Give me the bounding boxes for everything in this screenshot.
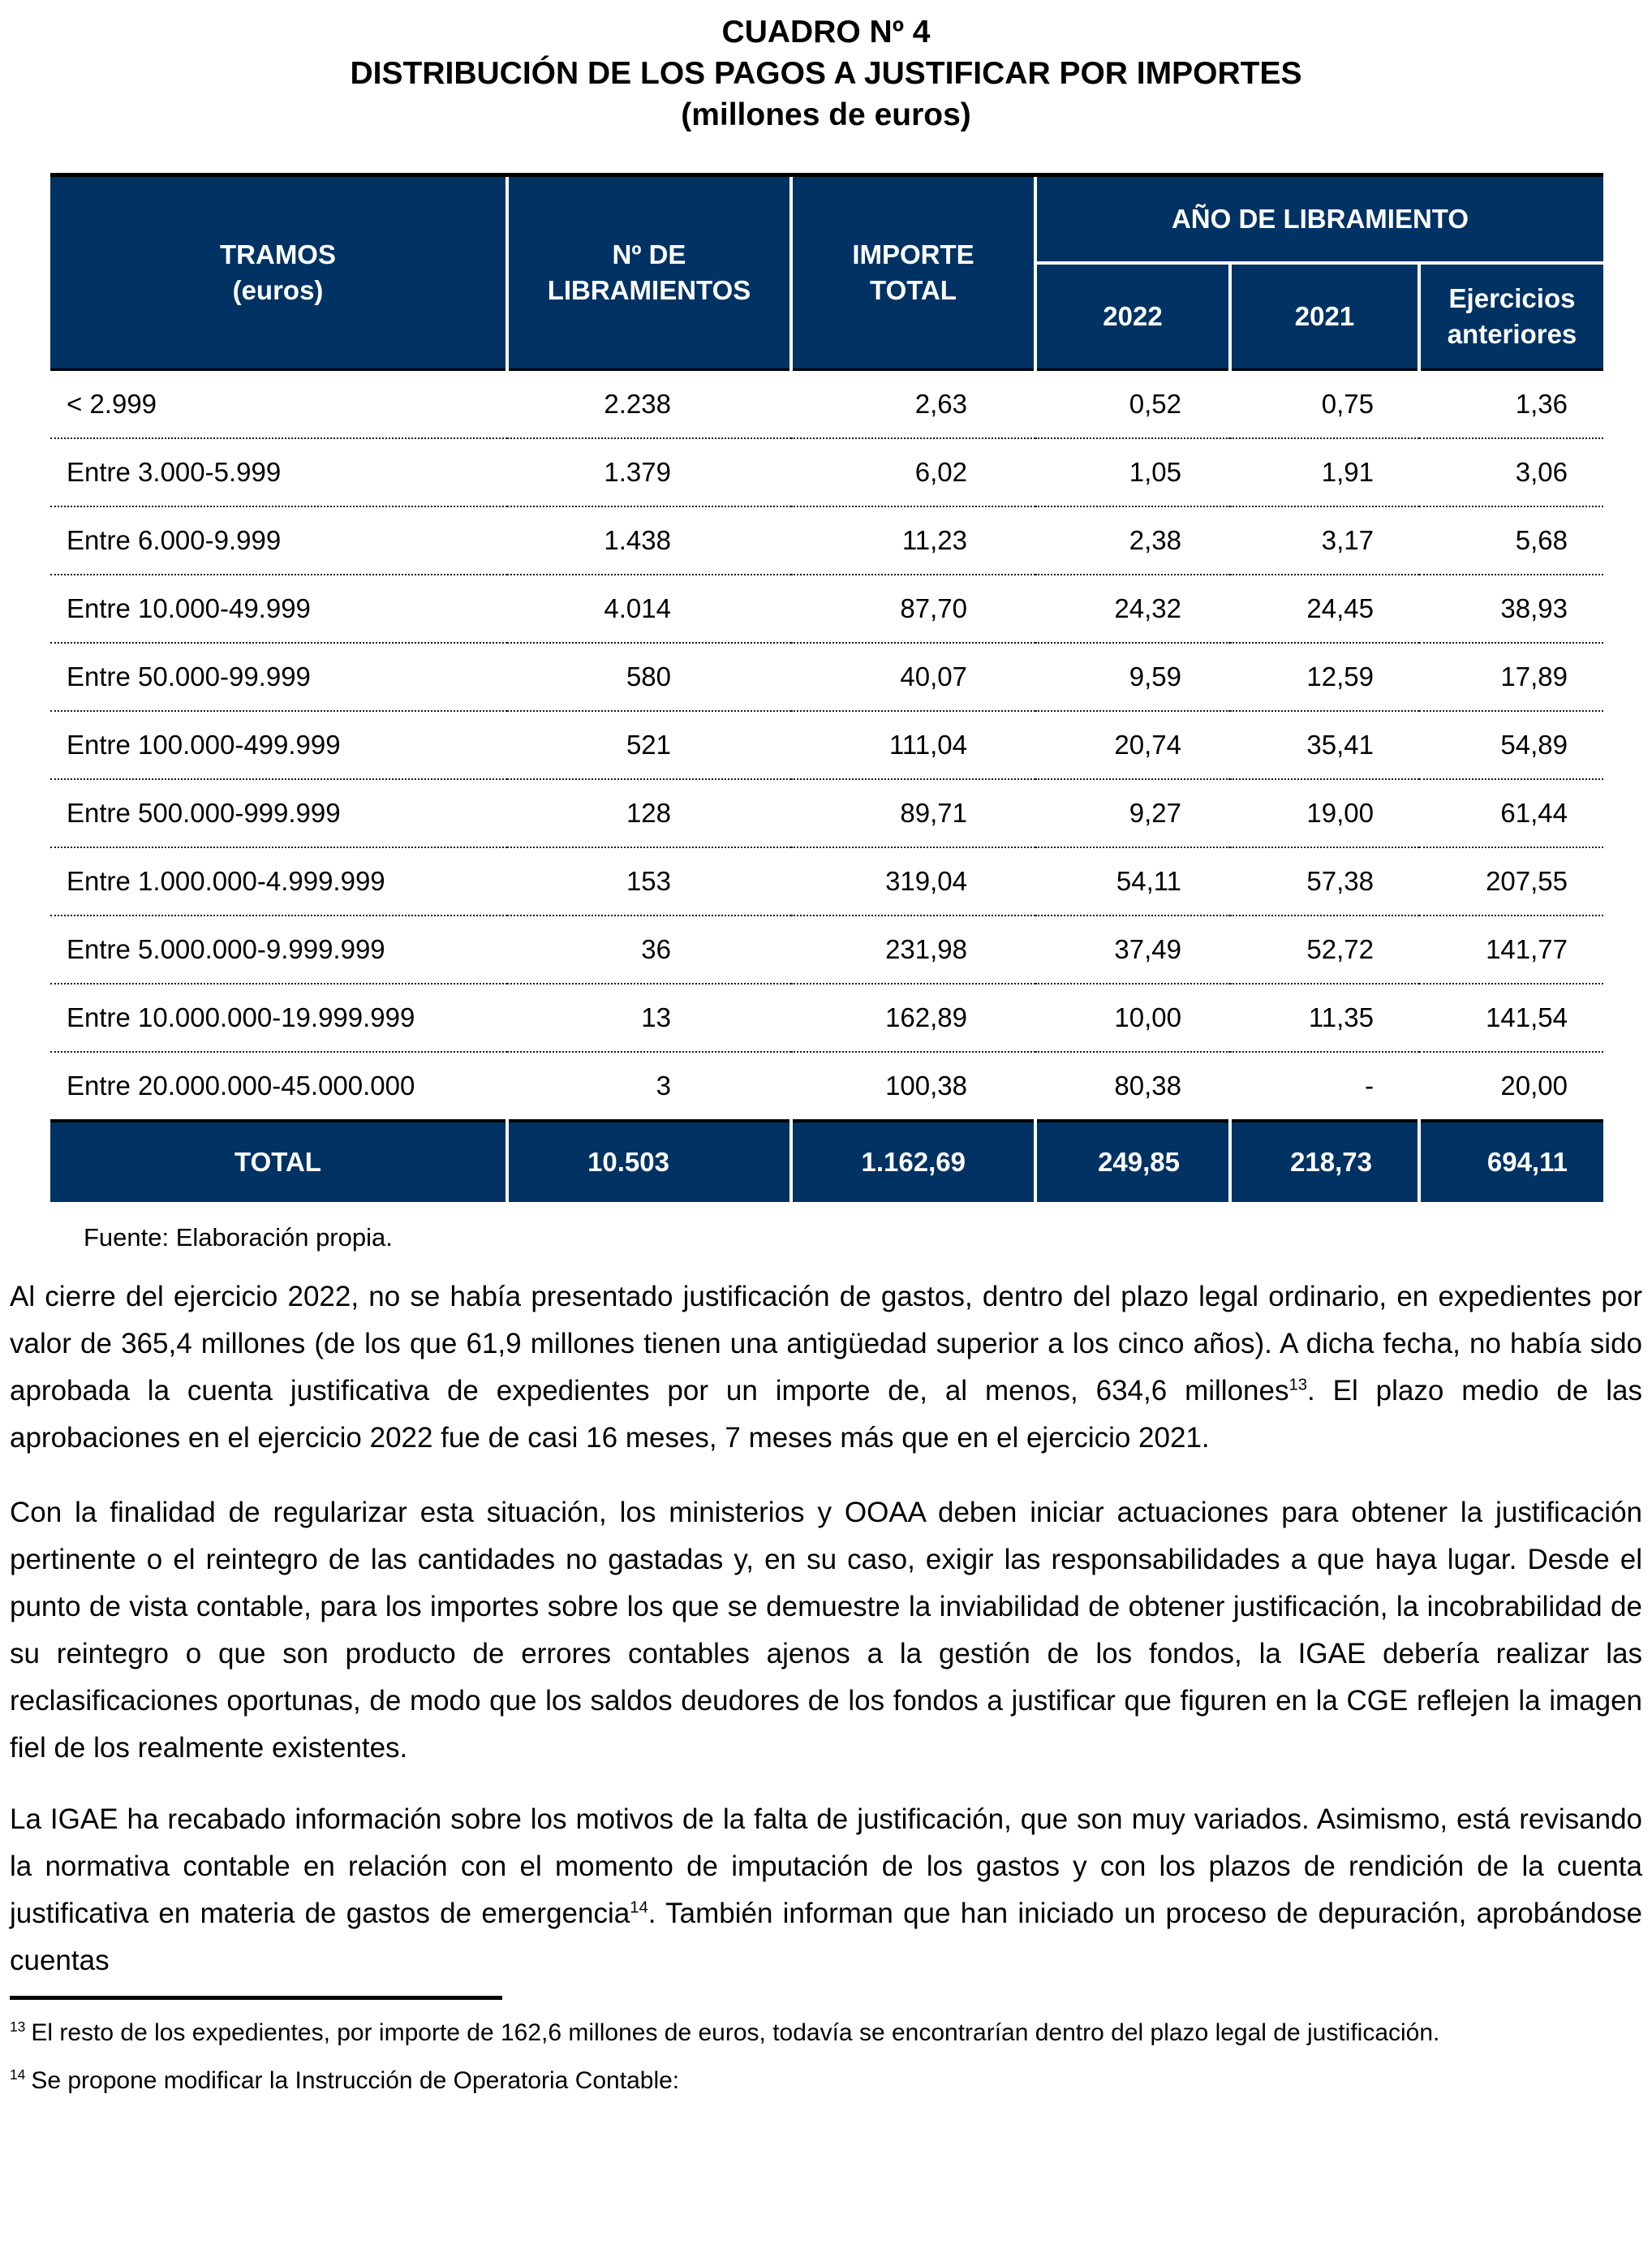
cell-importe: 87,70 [791, 575, 1035, 643]
cell-importe: 231,98 [791, 916, 1035, 984]
header-ano-libramiento: AÑO DE LIBRAMIENTO [1035, 175, 1603, 264]
cell-tramo: Entre 1.000.000-4.999.999 [50, 847, 507, 916]
cell-2021: 19,00 [1230, 779, 1419, 847]
cell-2021: 1,91 [1230, 438, 1419, 506]
header-libramientos-line1: Nº DE [612, 239, 686, 269]
cell-2022: 37,49 [1035, 916, 1230, 984]
cell-libramientos: 3 [507, 1052, 791, 1121]
cell-libramientos: 36 [507, 916, 791, 984]
cell-anteriores: 1,36 [1419, 370, 1603, 439]
cell-libramientos: 1.379 [507, 438, 791, 506]
cell-anteriores: 3,06 [1419, 438, 1603, 506]
cell-anteriores: 207,55 [1419, 847, 1603, 916]
footnote-14-marker: 14 [10, 2066, 26, 2083]
paragraph-1 [10, 1273, 1642, 1462]
footnote-14 [10, 2061, 1642, 2100]
title-line-3: (millones de euros) [681, 97, 971, 132]
cell-2022: 9,59 [1035, 643, 1230, 711]
header-libramientos [507, 175, 791, 370]
cell-2021: 24,45 [1230, 575, 1419, 643]
cell-2021: 12,59 [1230, 643, 1419, 711]
cell-tramo: < 2.999 [50, 370, 507, 439]
cell-importe: 100,38 [791, 1052, 1035, 1121]
cell-importe: 162,89 [791, 984, 1035, 1052]
source-note: Fuente: Elaboración propia. [84, 1223, 393, 1252]
header-importe-line1: IMPORTE [852, 239, 974, 269]
table-row [50, 438, 1603, 506]
table-row [50, 643, 1603, 711]
footnote-13-marker: 13 [10, 2018, 26, 2035]
total-libramientos: 10.503 [507, 1121, 791, 1202]
cell-libramientos: 2.238 [507, 370, 791, 439]
cell-2021: - [1230, 1052, 1419, 1121]
footnote-separator-rule [10, 1996, 502, 2000]
cell-libramientos: 1.438 [507, 506, 791, 575]
header-importe-total [791, 175, 1035, 370]
total-label: TOTAL [50, 1121, 507, 1202]
cell-libramientos: 128 [507, 779, 791, 847]
paragraph-2 [10, 1489, 1642, 1772]
paragraph-1-text: Al cierre del ejercicio 2022, no se había presentado justificación de gastos, dentro del plazo legal ordinario, en expedientes por valor de 365,4 millones (de los que 61,9 millones tienen una antigüedad superior a los cinco años). A dicha fecha, no había sido aprobada la cuenta justificativa de expedientes por un importe de, al menos, 634,6 millones [10, 1281, 1642, 1407]
cell-importe: 319,04 [791, 847, 1035, 916]
cell-libramientos: 153 [507, 847, 791, 916]
cell-2022: 54,11 [1035, 847, 1230, 916]
cell-2022: 0,52 [1035, 370, 1230, 439]
paragraph-1-text-cont: . El plazo medio de las aprobaciones en el ejercicio 2022 fue de casi 16 meses, 7 meses más que en el ejercicio 2021. [10, 1375, 1642, 1454]
table-row [50, 711, 1603, 779]
cell-anteriores: 17,89 [1419, 643, 1603, 711]
cell-2021: 57,38 [1230, 847, 1419, 916]
cell-2022: 10,00 [1035, 984, 1230, 1052]
footnote-ref-14: 14 [630, 1898, 648, 1917]
cell-anteriores: 141,54 [1419, 984, 1603, 1052]
cell-anteriores: 141,77 [1419, 916, 1603, 984]
cell-tramo: Entre 20.000.000-45.000.000 [50, 1052, 507, 1121]
header-tramos-line1: TRAMOS [220, 239, 336, 269]
cell-2021: 35,41 [1230, 711, 1419, 779]
cell-importe: 40,07 [791, 643, 1035, 711]
cell-2021: 0,75 [1230, 370, 1419, 439]
cell-2022: 9,27 [1035, 779, 1230, 847]
pagos-justificar-table [50, 173, 1603, 1202]
paragraph-2-text: Con la finalidad de regularizar esta situación, los ministerios y OOAA deben iniciar actuaciones para obtener la justificación pertinente o el reintegro de las cantidades no gastadas y, en su caso, exigir las responsabilidades a que haya lugar. Desde el punto de vista contable, para los importes sobre los que se demuestre la inviabilidad de obtener justificación, la incobrabilidad de su reintegro o que son producto de errores contables ajenos a la gestión de los fondos, la IGAE debería realizar las reclasificaciones oportunas, de modo que los saldos deudores de los fondos a justificar que figuren en la CGE reflejen la imagen fiel de los realmente existentes. [10, 1497, 1642, 1764]
total-row [50, 1121, 1603, 1202]
table-row [50, 916, 1603, 984]
cell-tramo: Entre 6.000-9.999 [50, 506, 507, 575]
cell-2021: 11,35 [1230, 984, 1419, 1052]
table-row [50, 984, 1603, 1052]
page-title [0, 11, 1652, 136]
footnote-13 [10, 2013, 1642, 2053]
header-anteriores-line1: Ejercicios [1448, 283, 1576, 313]
table-body [50, 370, 1603, 1203]
cell-2022: 2,38 [1035, 506, 1230, 575]
title-line-1: CUADRO Nº 4 [721, 15, 931, 50]
cell-tramo: Entre 5.000.000-9.999.999 [50, 916, 507, 984]
header-2021: 2021 [1230, 263, 1419, 370]
cell-importe: 111,04 [791, 711, 1035, 779]
cell-2022: 80,38 [1035, 1052, 1230, 1121]
cell-importe: 2,63 [791, 370, 1035, 439]
table-row [50, 370, 1603, 439]
title-line-2: DISTRIBUCIÓN DE LOS PAGOS A JUSTIFICAR POR IMPORTES [350, 56, 1302, 91]
cell-importe: 89,71 [791, 779, 1035, 847]
table-row [50, 847, 1603, 916]
cell-anteriores: 20,00 [1419, 1052, 1603, 1121]
cell-anteriores: 38,93 [1419, 575, 1603, 643]
body-text [10, 1273, 1642, 1984]
paragraph-3-text-cont: . También informan que han iniciado un proceso de depuración, aprobándose cuentas [10, 1898, 1642, 1976]
paragraph-3 [10, 1796, 1642, 1984]
cell-2022: 1,05 [1035, 438, 1230, 506]
footnote-14-text: Se propone modificar la Instrucción de Operatoria Contable: [31, 2067, 680, 2094]
cell-anteriores: 61,44 [1419, 779, 1603, 847]
table-row [50, 506, 1603, 575]
cell-2022: 20,74 [1035, 711, 1230, 779]
cell-libramientos: 13 [507, 984, 791, 1052]
cell-tramo: Entre 10.000.000-19.999.999 [50, 984, 507, 1052]
table-row [50, 779, 1603, 847]
paragraph-3-text: La IGAE ha recabado información sobre los motivos de la falta de justificación, que son muy variados. Asimismo, está revisando la normativa contable en relación con el momento de imputación de los gastos y con los plazos de rendición de la cuenta justificativa en materia de gastos de emergencia [10, 1803, 1642, 1929]
cell-importe: 6,02 [791, 438, 1035, 506]
cell-importe: 11,23 [791, 506, 1035, 575]
table-row [50, 1052, 1603, 1121]
cell-tramo: Entre 500.000-999.999 [50, 779, 507, 847]
cell-tramo: Entre 3.000-5.999 [50, 438, 507, 506]
total-2022: 249,85 [1035, 1121, 1230, 1202]
table-header [50, 175, 1603, 370]
table-row [50, 575, 1603, 643]
cell-anteriores: 54,89 [1419, 711, 1603, 779]
total-2021: 218,73 [1230, 1121, 1419, 1202]
cell-tramo: Entre 10.000-49.999 [50, 575, 507, 643]
header-2022: 2022 [1035, 263, 1230, 370]
cell-tramo: Entre 50.000-99.999 [50, 643, 507, 711]
cell-libramientos: 4.014 [507, 575, 791, 643]
header-tramos [50, 175, 507, 370]
cell-libramientos: 580 [507, 643, 791, 711]
cell-libramientos: 521 [507, 711, 791, 779]
header-ejercicios-anteriores [1419, 263, 1603, 370]
total-importe: 1.162,69 [791, 1121, 1035, 1202]
cell-anteriores: 5,68 [1419, 506, 1603, 575]
footnote-13-text: El resto de los expedientes, por importe de 162,6 millones de euros, todavía se encontrarían dentro del plazo legal de justificación. [31, 2019, 1440, 2046]
cell-tramo: Entre 100.000-499.999 [50, 711, 507, 779]
header-libramientos-line2: LIBRAMIENTOS [547, 275, 751, 305]
header-tramos-line2: (euros) [232, 275, 324, 305]
total-anteriores: 694,11 [1419, 1121, 1603, 1202]
cell-2021: 52,72 [1230, 916, 1419, 984]
header-importe-line2: TOTAL [870, 275, 957, 305]
footnote-ref-13: 13 [1288, 1376, 1308, 1394]
cell-2022: 24,32 [1035, 575, 1230, 643]
header-anteriores-line2: anteriores [1447, 319, 1577, 349]
cell-2021: 3,17 [1230, 506, 1419, 575]
